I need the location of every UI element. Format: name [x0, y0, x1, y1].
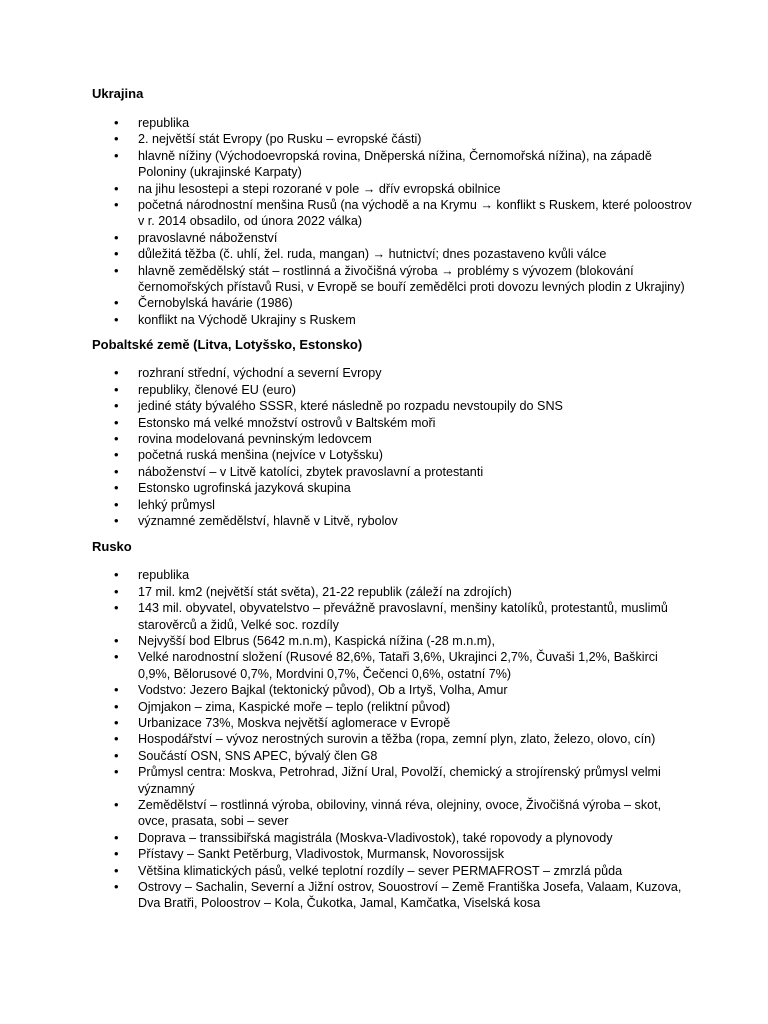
list-item: • republiky, členové EU (euro) — [92, 382, 692, 398]
list-item: • Urbanizace 73%, Moskva největší aglomerace v Evropě — [92, 715, 692, 731]
list-item: • rozhraní střední, východní a severní Evropy — [92, 365, 692, 381]
list-item: • hlavně nížiny (Východoevropská rovina, Dněperská nížina, Černomořská nížina), na západě Poloniny (ukrajinské Karpaty) — [92, 148, 692, 181]
section-ukrajina — [92, 86, 692, 328]
list-item: • Černobylská havárie (1986) — [92, 295, 692, 311]
list-item: • náboženství – v Litvě katolíci, zbytek pravoslavní a protestanti — [92, 464, 692, 480]
list-item: • početná národnostní menšina Rusů (na východě a na Krymu → konflikt s Ruskem, které poloostrov v r. 2014 obsadilo, od února 2022 válka) — [92, 197, 692, 230]
list-item: • Přístavy – Sankt Petěrburg, Vladivostok, Murmansk, Novorossijsk — [92, 846, 692, 862]
section-pobaltske-zeme — [92, 337, 692, 529]
list-item: • početná ruská menšina (nejvíce v Lotyšsku) — [92, 447, 692, 463]
list-item: • důležitá těžba (č. uhlí, žel. ruda, mangan) → hutnictví; dnes pozastaveno kvůli válce — [92, 246, 692, 262]
list-item: • významné zemědělství, hlavně v Litvě, rybolov — [92, 513, 692, 529]
list-item: • 143 mil. obyvatel, obyvatelstvo – převážně pravoslavní, menšiny katolíků, protestantů, muslimů starověrců a židů, Velké soc. rozdíly — [92, 600, 692, 633]
list-item: • 2. největší stát Evropy (po Rusku – evropské části) — [92, 131, 692, 147]
list-item: • rovina modelovaná pevninským ledovcem — [92, 431, 692, 447]
list-item: • Ostrovy – Sachalin, Severní a Jižní ostrov, Souostroví – Země Františka Josefa, Valaam, Kuzova, Dva Bratři, Poloostrov – Kola, Čukotka, Jamal, Kamčatka, Viselská kosa — [92, 879, 692, 912]
bullet-list — [92, 365, 692, 529]
list-item: • republika — [92, 115, 692, 131]
list-item: • jediné státy bývalého SSSR, které následně po rozpadu nevstoupily do SNS — [92, 398, 692, 414]
list-item: • pravoslavné náboženství — [92, 230, 692, 246]
list-item: • konflikt na Východě Ukrajiny s Ruskem — [92, 312, 692, 328]
list-item: • Průmysl centra: Moskva, Petrohrad, Jižní Ural, Povolží, chemický a strojírenský průmysl velmi významný — [92, 764, 692, 797]
list-item: • hlavně zemědělský stát – rostlinná a živočišná výroba → problémy s vývozem (blokování černomořských přístavů Rusi, v Evropě se bouří zemědělci proti dovozu levných plodin z Ukrajiny) — [92, 263, 692, 296]
list-item: • Většina klimatických pásů, velké teplotní rozdíly – sever PERMAFROST – zmrzlá půda — [92, 863, 692, 879]
list-item: • na jihu lesostepi a stepi rozorané v pole → dřív evropská obilnice — [92, 181, 692, 197]
bullet-list — [92, 115, 692, 328]
list-item: • Součástí OSN, SNS APEC, bývalý člen G8 — [92, 748, 692, 764]
list-item: • Vodstvo: Jezero Bajkal (tektonický původ), Ob a Irtyš, Volha, Amur — [92, 682, 692, 698]
bullet-list — [92, 567, 692, 912]
list-item: • Ojmjakon – zima, Kaspické moře – teplo (reliktní původ) — [92, 699, 692, 715]
list-item: • Estonsko má velké množství ostrovů v Baltském moři — [92, 415, 692, 431]
list-item: • Nejvyšší bod Elbrus (5642 m.n.m), Kaspická nížina (-28 m.n.m), — [92, 633, 692, 649]
list-item: • Zemědělství – rostlinná výroba, obiloviny, vinná réva, olejniny, ovoce, Živočišná výroba – skot, ovce, prasata, sobi – sever — [92, 797, 692, 830]
list-item: • lehký průmysl — [92, 497, 692, 513]
list-item: • republika — [92, 567, 692, 583]
section-rusko — [92, 539, 692, 912]
list-item: • Estonsko ugrofinská jazyková skupina — [92, 480, 692, 496]
section-heading: Ukrajina — [92, 86, 144, 101]
list-item: • Velké narodnostní složení (Rusové 82,6%, Tataři 3,6%, Ukrajinci 2,7%, Čuvaši 1,2%, Baškirci 0,9%, Bělorusové 0,7%, Mordvini 0,7%, Čečenci 0,6%, ostatní 7%) — [92, 649, 692, 682]
list-item: • 17 mil. km2 (největší stát světa), 21-22 republik (záleží na zdrojích) — [92, 584, 692, 600]
section-heading: Pobaltské země (Litva, Lotyšsko, Estonsko) — [92, 337, 363, 353]
document-content — [92, 86, 692, 912]
list-item: • Doprava – transsibiřská magistrála (Moskva-Vladivostok), také ropovody a plynovody — [92, 830, 692, 846]
list-item: • Hospodářství – vývoz nerostných surovin a těžba (ropa, zemní plyn, zlato, železo, olovo, cín) — [92, 731, 692, 747]
section-heading: Rusko — [92, 539, 132, 555]
